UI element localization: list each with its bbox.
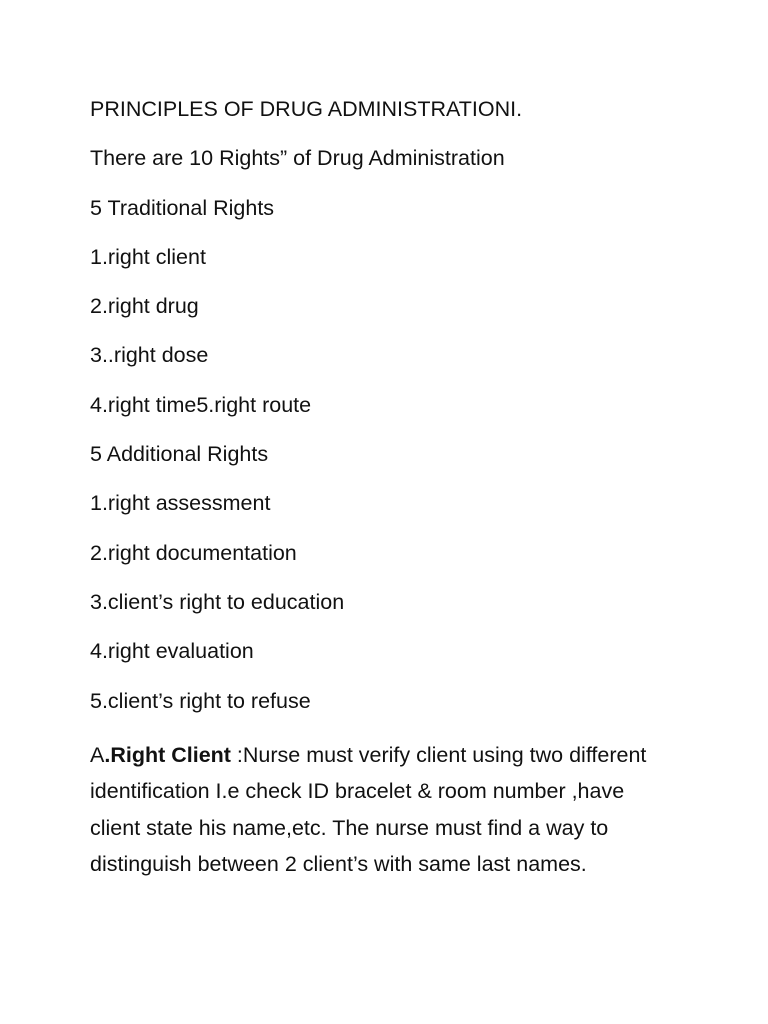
additional-right-item: 3.client’s right to education [90, 589, 345, 614]
section-a-body: :Nurse must verify client using two different identification I.e check ID bracelet & room number ,have client state his name,etc. The nurse must find a way to distinguish between 2 client’s with same last names. [90, 742, 647, 877]
intro-text: There are 10 Rights” of Drug Administration [90, 146, 505, 171]
additional-right-item: 1.right assessment [90, 491, 271, 516]
traditional-right-item: 1.right client [90, 244, 206, 269]
additional-right-item: 5.client’s right to refuse [90, 688, 311, 713]
document-title: PRINCIPLES OF DRUG ADMINISTRATIONI. [90, 97, 523, 121]
traditional-right-item: 2.right drug [90, 294, 199, 319]
document-body [90, 96, 680, 883]
section-a-paragraph [90, 737, 680, 883]
additional-rights-heading: 5 Additional Rights [90, 442, 269, 467]
additional-right-item: 2.right documentation [90, 540, 297, 565]
traditional-rights-heading: 5 Traditional Rights [90, 195, 275, 220]
section-a-heading: .Right Client [104, 742, 231, 767]
traditional-right-item: 3..right dose [90, 343, 209, 368]
section-a-prefix: A [90, 742, 105, 767]
traditional-right-item: 4.right time5.right route [90, 392, 312, 417]
additional-right-item: 4.right evaluation [90, 639, 254, 664]
